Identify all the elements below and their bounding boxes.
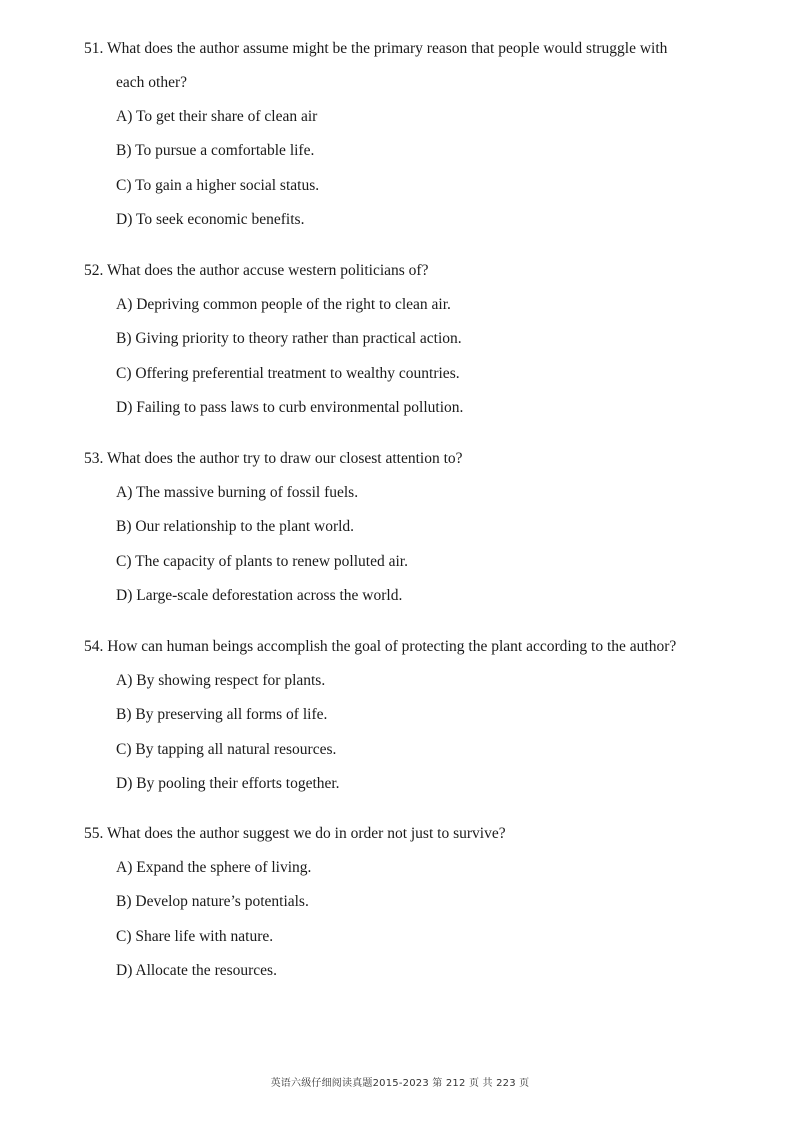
option-b: B) To pursue a comfortable life. xyxy=(116,142,315,160)
option-c: C) Offering preferential treatment to wealthy countries. xyxy=(116,364,460,382)
option-d: D) Large-scale deforestation across the world. xyxy=(116,586,403,604)
question-stem xyxy=(84,18,724,100)
option-b: B) Develop nature’s potentials. xyxy=(116,893,309,911)
question-51 xyxy=(84,18,724,237)
question-stem xyxy=(84,240,724,288)
option-a: A) The massive burning of fossil fuels. xyxy=(116,484,359,501)
question-stem xyxy=(84,616,744,664)
question-stem-line: 54. How can human beings accomplish the goal of protecting the plant according to the author? xyxy=(84,638,677,655)
answer-options xyxy=(84,288,724,425)
option-c: C) To gain a higher social status. xyxy=(116,176,320,194)
question-stem-continuation: each other? xyxy=(116,74,187,91)
question-stem-line: 52. What does the author accuse western politicians of? xyxy=(84,262,429,279)
answer-options xyxy=(84,100,724,237)
option-a: A) Expand the sphere of living. xyxy=(116,859,312,876)
option-a: A) By showing respect for plants. xyxy=(116,672,326,689)
answer-options xyxy=(84,476,724,613)
option-c: C) By tapping all natural resources. xyxy=(116,740,337,758)
option-d: D) Failing to pass laws to curb environmental pollution. xyxy=(116,398,464,416)
question-stem-line: 53. What does the author try to draw our closest attention to? xyxy=(84,450,463,467)
question-53 xyxy=(84,428,724,613)
question-54 xyxy=(84,616,744,801)
question-stem xyxy=(84,803,724,851)
option-a: A) Depriving common people of the right to clean air. xyxy=(116,296,451,313)
answer-options xyxy=(84,851,724,988)
question-stem xyxy=(84,428,724,476)
option-a: A) To get their share of clean air xyxy=(116,108,318,125)
option-b: B) By preserving all forms of life. xyxy=(116,706,328,724)
option-c: C) Share life with nature. xyxy=(116,927,274,945)
option-d: D) To seek economic benefits. xyxy=(116,210,305,228)
question-52 xyxy=(84,240,724,425)
option-b: B) Giving priority to theory rather than practical action. xyxy=(116,330,462,348)
question-stem-line: 55. What does the author suggest we do in order not just to survive? xyxy=(84,825,506,842)
page-footer: 英语六级仔细阅读真题2015-2023 第 212 页 共 223 页 xyxy=(270,1078,530,1089)
question-55 xyxy=(84,803,724,988)
option-c: C) The capacity of plants to renew polluted air. xyxy=(116,552,408,570)
option-d: D) Allocate the resources. xyxy=(116,961,277,979)
question-stem-line: 51. What does the author assume might be the primary reason that people would struggle with xyxy=(84,40,668,57)
answer-options xyxy=(84,664,744,801)
option-d: D) By pooling their efforts together. xyxy=(116,774,340,792)
option-b: B) Our relationship to the plant world. xyxy=(116,518,355,536)
